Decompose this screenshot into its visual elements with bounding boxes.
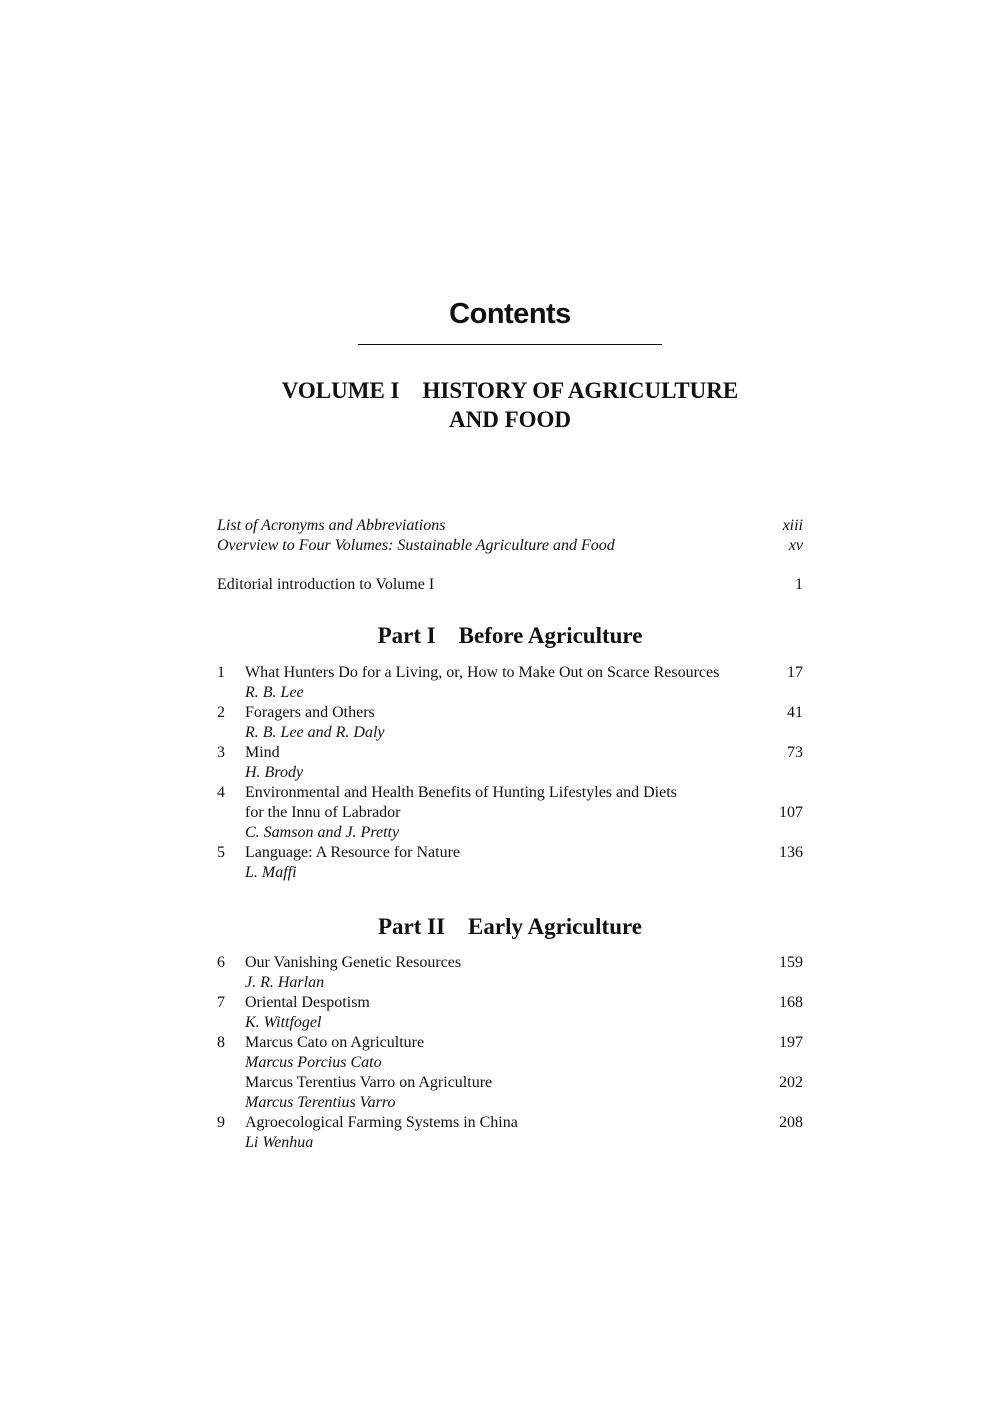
entry-page: 17 (787, 664, 803, 681)
entry-body (245, 743, 803, 783)
entry-author: L. Maffi (245, 864, 297, 881)
entry-author: C. Samson and J. Pretty (245, 824, 400, 841)
page-title: Contents (449, 298, 571, 330)
entry-author: Marcus Terentius Varro (245, 1094, 396, 1111)
entry-line (245, 1113, 803, 1133)
entry-body (245, 1033, 803, 1113)
entry-title: Marcus Terentius Varro on Agriculture (245, 1074, 493, 1091)
chapter-number: 2 (217, 704, 225, 721)
toc-entry[interactable] (217, 993, 803, 1033)
toc-entry[interactable] (217, 953, 803, 993)
chapter-number: 8 (217, 1034, 225, 1051)
entry-body (245, 783, 803, 843)
volume-heading-line-2: AND FOOD (448, 407, 572, 432)
entry-author: K. Wittfogel (245, 1014, 322, 1031)
entry-body (245, 953, 803, 993)
toc-entry[interactable] (217, 663, 803, 703)
entry-page: 41 (787, 704, 803, 721)
entry-page: 159 (779, 954, 803, 971)
toc-entry[interactable] (217, 703, 803, 743)
entry-author: J. R. Harlan (245, 974, 325, 991)
toc-entry-overview[interactable] (217, 536, 803, 556)
entry-title: Oriental Despotism (245, 994, 370, 1011)
entry-line (245, 663, 803, 683)
entry-page: 168 (779, 994, 803, 1011)
front-matter (217, 516, 803, 556)
entry-line (245, 953, 803, 973)
entry-line (245, 993, 803, 1013)
entry-page: 208 (779, 1114, 803, 1131)
entry-page: 197 (779, 1034, 803, 1051)
toc-entry[interactable] (217, 1113, 803, 1153)
entry-body (245, 1113, 803, 1153)
chapter-number: 9 (217, 1114, 225, 1131)
chapter-number: 7 (217, 994, 225, 1011)
entry-line (245, 803, 803, 823)
entry-author: Li Wenhua (245, 1134, 314, 1151)
part-heading-1: Part I Before Agriculture (377, 623, 643, 648)
entry-author: Marcus Porcius Cato (245, 1054, 382, 1071)
entry-page: 202 (779, 1074, 803, 1091)
entry-author: R. B. Lee (245, 684, 304, 701)
entry-page: xv (788, 537, 803, 554)
part-heading-2: Part II Early Agriculture (377, 914, 643, 939)
entry-line (245, 843, 803, 863)
entry-title: Language: A Resource for Nature (245, 844, 461, 861)
entry-line (245, 1073, 803, 1093)
entry-title: Mind (245, 744, 280, 761)
entry-title: List of Acronyms and Abbreviations (217, 517, 446, 534)
toc-entry[interactable] (217, 743, 803, 783)
chapter-number: 1 (217, 664, 225, 681)
entry-title: What Hunters Do for a Living, or, How to Make Out on Scarce Resources (245, 664, 720, 681)
entry-title: Environmental and Health Benefits of Hunting Lifestyles and Diets (245, 784, 677, 801)
chapter-number: 5 (217, 844, 225, 861)
entry-page: 136 (779, 844, 803, 861)
chapter-number: 3 (217, 744, 225, 761)
entry-body (245, 843, 803, 883)
part-2-entries (217, 953, 803, 1153)
entry-title: Overview to Four Volumes: Sustainable Agriculture and Food (217, 537, 615, 554)
entry-page: 73 (787, 744, 803, 761)
entry-title: Foragers and Others (245, 704, 375, 721)
toc-entry[interactable] (217, 783, 803, 843)
chapter-number: 6 (217, 954, 225, 971)
title-rule (358, 344, 662, 345)
entry-page: xiii (782, 517, 803, 534)
entry-line (245, 1033, 803, 1053)
entry-title: Marcus Cato on Agriculture (245, 1034, 425, 1051)
volume-heading (0, 376, 992, 434)
part-1-entries (217, 663, 803, 883)
entry-title: Editorial introduction to Volume I (217, 576, 435, 593)
toc-entry[interactable] (217, 843, 803, 883)
entry-line (245, 783, 803, 803)
toc-entry-editorial[interactable] (217, 575, 803, 595)
entry-title: Agroecological Farming Systems in China (245, 1114, 518, 1131)
toc-entry-acronyms[interactable] (217, 516, 803, 536)
entry-page: 1 (795, 576, 803, 593)
entry-title: Our Vanishing Genetic Resources (245, 954, 462, 971)
volume-heading-line-1: VOLUME I HISTORY OF AGRICULTURE (281, 378, 739, 403)
entry-body (245, 663, 803, 703)
entry-line (245, 703, 803, 723)
entry-title: for the Innu of Labrador (245, 804, 401, 821)
entry-page: 107 (779, 804, 803, 821)
chapter-number: 4 (217, 784, 225, 801)
entry-body (245, 993, 803, 1033)
entry-body (245, 703, 803, 743)
entry-author: H. Brody (245, 764, 304, 781)
entry-author: R. B. Lee and R. Daly (245, 724, 385, 741)
toc-entry[interactable] (217, 1033, 803, 1113)
entry-line (245, 743, 803, 763)
